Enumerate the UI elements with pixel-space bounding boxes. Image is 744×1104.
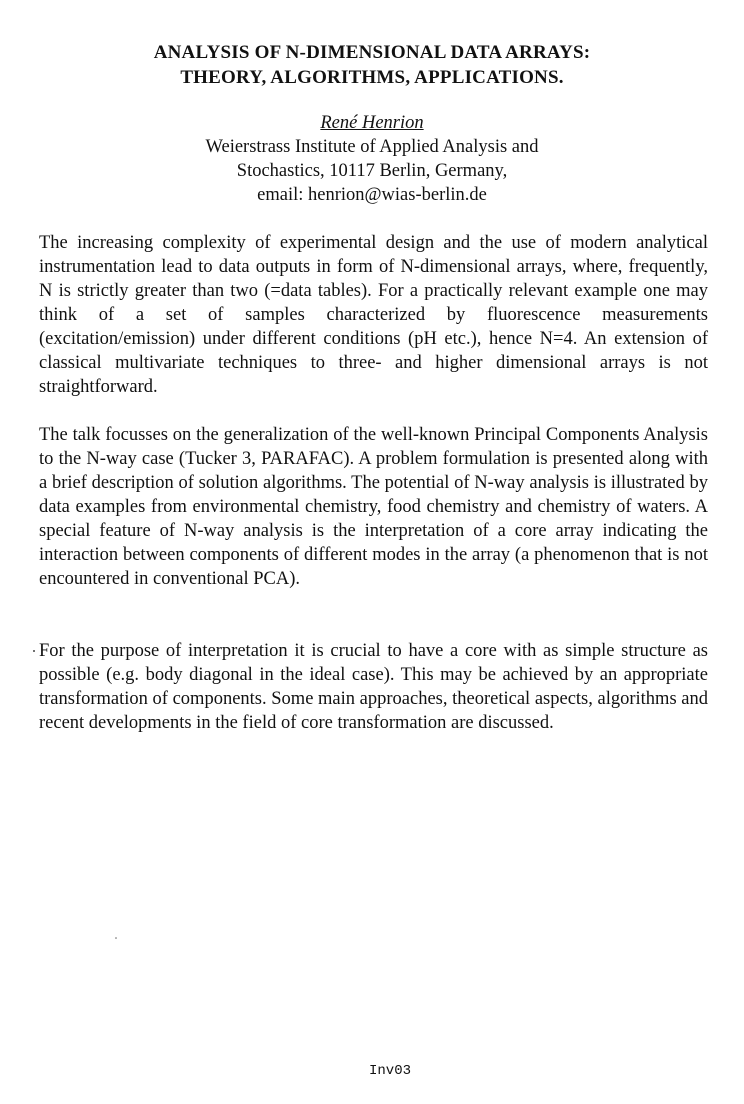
author-block: [0, 111, 744, 207]
author-name: René Henrion: [320, 113, 424, 133]
document-title: [0, 40, 744, 90]
affiliation-line-2: Stochastics, 10117 Berlin, Germany,: [236, 161, 508, 181]
paragraph-3: For the purpose of interpretation it is crucial to have a core with as simple structure as possible (e.g. body diagonal in the ideal case). This may be achieved by an appropriate transformation of components. Some main approaches, theoretical aspects, algorithms and recent developments in the field of core transformation are discussed.: [39, 641, 708, 733]
title-line-2: THEORY, ALGORITHMS, APPLICATIONS.: [180, 67, 564, 88]
author-email: email: henrion@wias-berlin.de: [257, 185, 487, 205]
affiliation-line-1: Weierstrass Institute of Applied Analysis and: [205, 137, 539, 157]
title-line-1: ANALYSIS OF N-DIMENSIONAL DATA ARRAYS:: [153, 42, 591, 63]
page-code: Inv03: [368, 1063, 411, 1079]
paragraph-2: The talk focusses on the generalization of the well-known Principal Components Analysis to the N-way case (Tucker 3, PARAFAC). A problem formulation is presented along with a brief description of solution algorithms. The potential of N-way analysis is illustrated by data examples from environmental chemistry, food chemistry and chemistry of waters. A special feature of N-way analysis is the interpretation of a core array indicating the interaction between components of different modes in the array (a phenomenon that is not encountered in conventional PCA).: [39, 425, 708, 589]
paragraph-1: The increasing complexity of experimental design and the use of modern analytical instrumentation lead to data outputs in form of N-dimensional arrays, where, frequently, N is strictly greater than two (=data tables). For a practically relevant example one may think of a set of samples characterized by fluorescence measurements (excitation/emission) under different conditions (pH etc.), hence N=4. An extension of classical multivariate techniques to three- and higher dimensional arrays is not straightforward.: [39, 233, 708, 397]
